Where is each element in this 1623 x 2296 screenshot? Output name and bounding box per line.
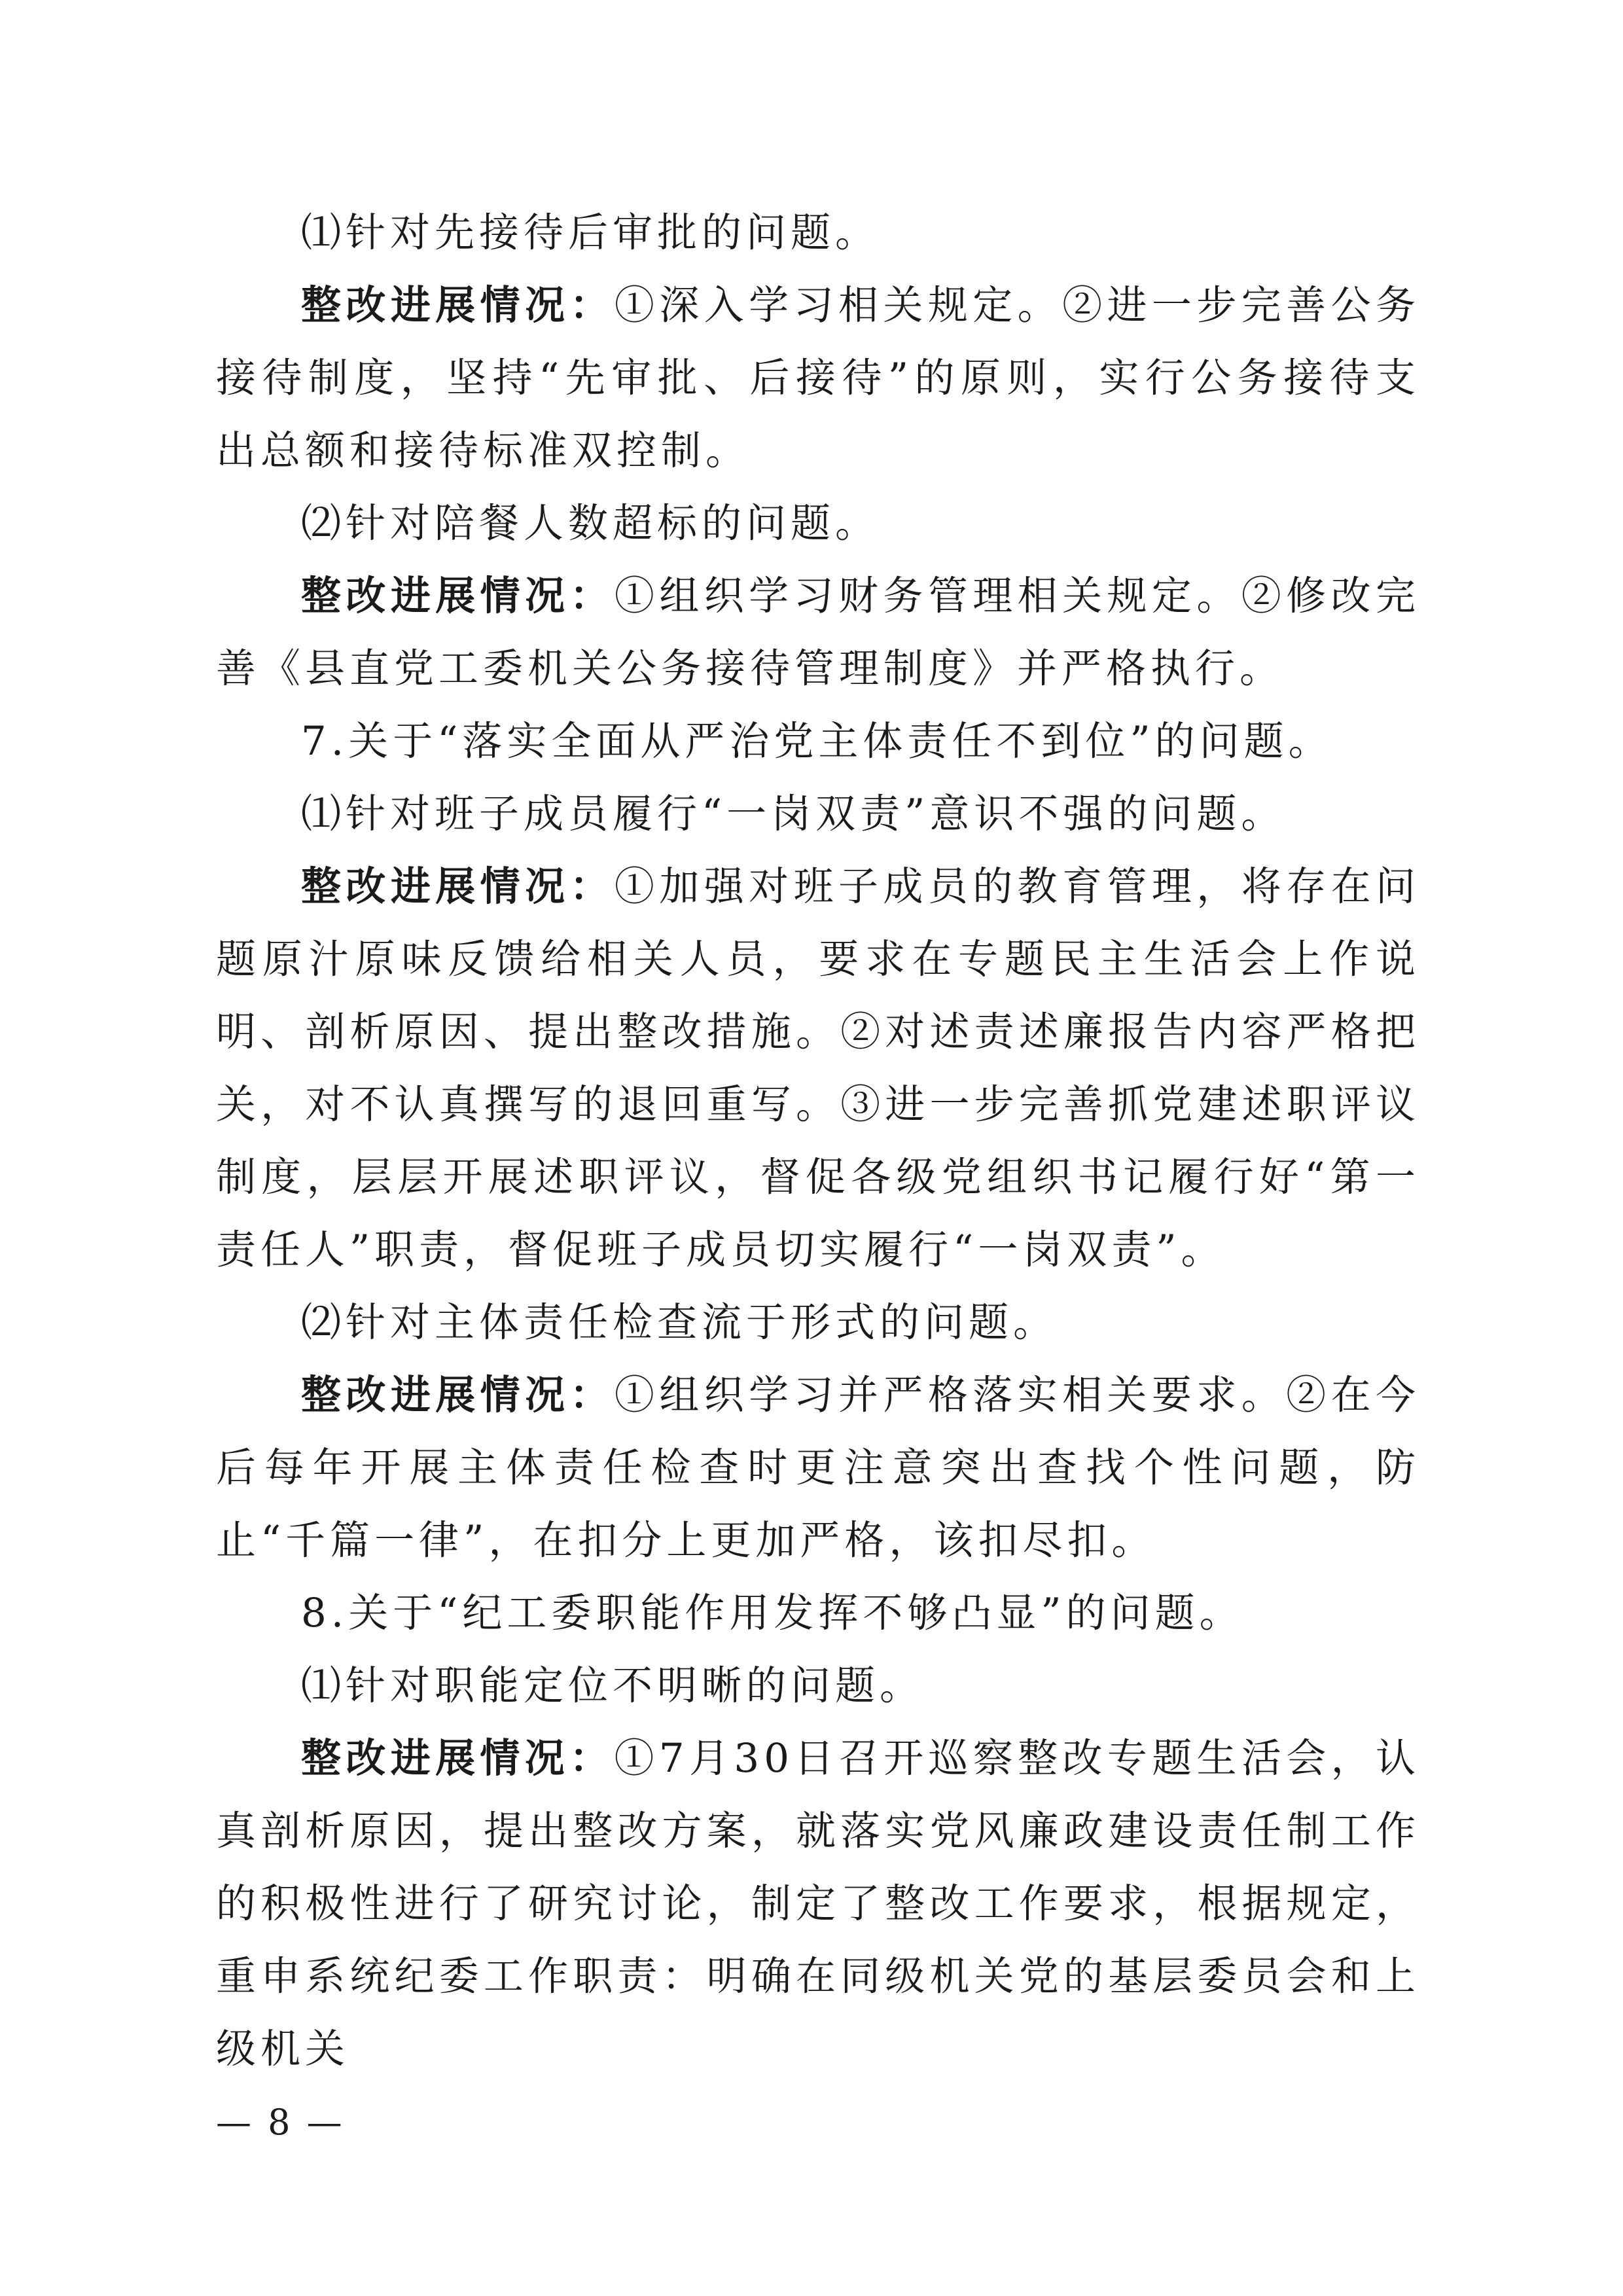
subheading-first-hospitality (216, 196, 1420, 269)
paragraph-text: ①组织学习并严格落实相关要求。②在今后每年开展主体责任检查时更注意突出查找个性问题，防止“千篇一律”，在扣分上更加严格，该扣尽扣。 (216, 1372, 1420, 1564)
rectification-progress-paragraph (216, 1359, 1420, 1577)
progress-lead-label: 整改进展情况： (301, 573, 615, 619)
progress-lead-label: 整改进展情况： (301, 863, 615, 910)
rectification-progress-paragraph (216, 560, 1420, 705)
paragraph-text: ①组织学习财务管理相关规定。②修改完善《县直党工委机关公务接待管理制度》并严格执行。 (216, 573, 1420, 692)
paragraph-text: ①7月30日召开巡察整改专题生活会，认真剖析原因，提出整改方案，就落实党风廉政建设责任制工作的积极性进行了研究讨论，制定了整改工作要求，根据规定，重申系统纪委工作职责：明确在同级机关党的基层委员会和上级机关 (216, 1735, 1420, 2072)
paragraph-text: ⑵针对陪餐人数超标的问题。 (301, 500, 880, 547)
rectification-progress-paragraph (216, 850, 1420, 1286)
paragraph-text: ①深入学习相关规定。②进一步完善公务接待制度，坚持“先审批、后接待”的原则，实行公务接待支出总额和接待标准双控制。 (216, 282, 1420, 474)
paragraph-text: ①加强对班子成员的教育管理，将存在问题原汁原味反馈给相关人员，要求在专题民主生活会上作说明、剖析原因、提出整改措施。②对述责述廉报告内容严格把关，对不认真撰写的退回重写。③进一步完善抓党建述职评议制度，层层开展述职评议，督促各级党组织书记履行好“第一责任人”职责，督促班子成员切实履行“一岗双责”。 (216, 863, 1420, 1273)
progress-lead-label: 整改进展情况： (301, 282, 615, 329)
paragraph-text: 8.关于“纪工委职能作用发挥不够凸显”的问题。 (301, 1590, 1244, 1636)
rectification-progress-paragraph (216, 1722, 1420, 2085)
paragraph-text: ⑴针对班子成员履行“一岗双责”意识不强的问题。 (301, 791, 1286, 837)
section-heading-7 (216, 705, 1420, 778)
paragraph-text: ⑵针对主体责任检查流于形式的问题。 (301, 1299, 1058, 1346)
paragraph-text: 7.关于“落实全面从严治党主体责任不到位”的问题。 (301, 718, 1333, 764)
paragraph-text: ⑴针对职能定位不明晰的问题。 (301, 1662, 925, 1709)
subheading-dual-responsibility (216, 778, 1420, 850)
paragraph-text: ⑴针对先接待后审批的问题。 (301, 209, 880, 256)
subheading-unclear-positioning (216, 1649, 1420, 1722)
subheading-formalism-inspection (216, 1286, 1420, 1359)
page-number: — 8 — (216, 2102, 345, 2143)
progress-lead-label: 整改进展情况： (301, 1372, 615, 1418)
document-body (216, 196, 1420, 2085)
rectification-progress-paragraph (216, 269, 1420, 487)
subheading-dining-headcount (216, 487, 1420, 560)
progress-lead-label: 整改进展情况： (301, 1735, 615, 1782)
section-heading-8 (216, 1577, 1420, 1649)
